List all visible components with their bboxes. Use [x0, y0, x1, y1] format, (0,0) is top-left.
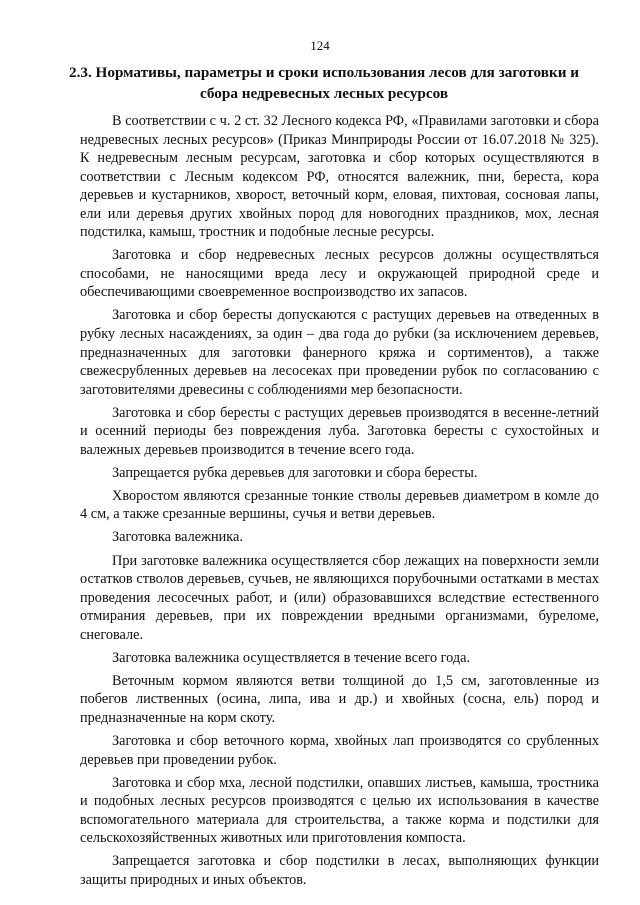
paragraph: Запрещается рубка деревьев для заготовки и сбора бересты.	[112, 464, 478, 481]
paragraph: Заготовка и сбор веточного корма, хвойных лап производятся со срубленных деревьев при проведении рубок.	[80, 732, 599, 768]
paragraph: Хворостом являются срезанные тонкие стволы деревьев диаметром в комле до 4 см, а также срезанные вершины, сучья и ветви деревьев.	[80, 487, 599, 523]
paragraph: Веточным кормом являются ветви толщиной до 1,5 см, заготовленные из побегов лиственных (осина, липа, ива и др.) и хвойных (сосна, ель) пород и предназначенные на корм скоту.	[80, 672, 599, 726]
paragraph: Заготовка и сбор бересты допускаются с растущих деревьев на отведенных в рубку лесных насаждениях, за один – два года до рубки (за исключением деревьев, предназначенных для заготовки фанерного кряжа и сортиментов), а также свежесрубленных деревьев на лесосеках при проведении рубок по согласованию с заготовителями древесины с соблюдениями мер безопасности.	[80, 307, 599, 398]
paragraph: Заготовка валежника осуществляется в течение всего года.	[112, 649, 471, 666]
paragraph: Заготовка и сбор бересты с растущих деревьев производятся в весенне-летний и осенний периоды без повреждения луба. Заготовка бересты с сухостойных и валежных деревьев производится в течение всего года.	[80, 404, 599, 458]
section-heading: 2.3. Нормативы, параметры и сроки использования лесов для заготовки и сбора недревесных лесных ресурсов	[68, 64, 580, 102]
paragraph: При заготовке валежника осуществляется сбор лежащих на поверхности земли остатков стволов деревьев, сучьев, не являющихся порубочными остатками в местах проведения лесосечных работ, и (или) образовавшихся вследствие естественного отмирания деревьев, при их повреждении вредными организмами, буреломе, снеговале.	[80, 552, 599, 643]
paragraph: Запрещается заготовка и сбор подстилки в лесах, выполняющих функции защиты природных и иных объектов.	[80, 853, 599, 888]
paragraph: Заготовка и сбор недревесных лесных ресурсов должны осуществляться способами, не наносящими вреда лесу и окружающей природной среде и обеспечивающими своевременное воспроизводство их запасов.	[80, 247, 599, 301]
paragraph: Заготовка и сбор мха, лесной подстилки, опавших листьев, камыша, тростника и подобных лесных ресурсов производятся с целью их использования в качестве вспомогательного материала для строительства, а также корма и подстилки для сельскохозяйственных животных или приготовления компоста.	[80, 774, 599, 847]
page-number: 124	[310, 38, 330, 53]
section-body	[80, 112, 599, 894]
paragraph: В соответствии с ч. 2 ст. 32 Лесного кодекса РФ, «Правилами заготовки и сбора недревесных лесных ресурсов» (Приказ Минприроды России от 16.07.2018 № 325). К недревесным лесным ресурсам, заготовка и сбор которых осуществляются в соответствии с Лесным кодексом РФ, относятся валежник, пни, береста, кора деревьев и кустарников, хворост, веточный корм, еловая, пихтовая, сосновая лапы, ели или деревья других хвойных пород для новогодних праздников, мох, лесная подстилка, камыш, тростник и подобные лесные ресурсы.	[80, 113, 599, 241]
paragraph: Заготовка валежника.	[112, 529, 243, 546]
